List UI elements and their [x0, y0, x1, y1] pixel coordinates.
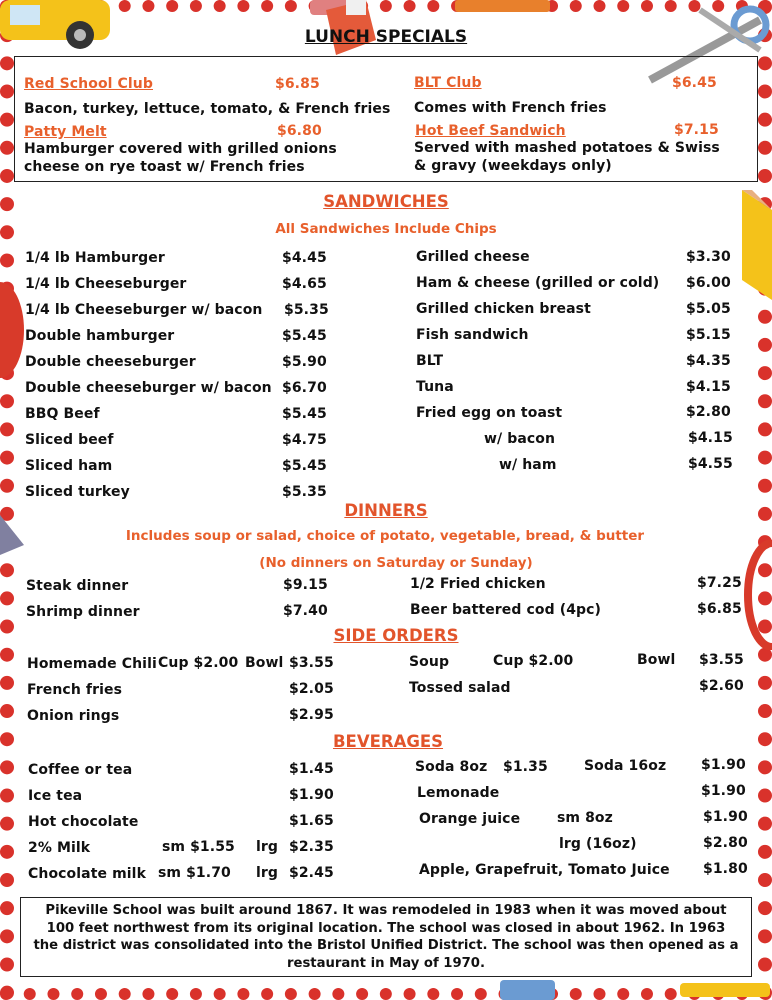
menu-item-size-price: sm $1.70 — [158, 865, 231, 881]
lunch-item-name: Patty Melt — [24, 124, 107, 140]
menu-item-price: $2.80 — [686, 404, 731, 420]
crayon-bottom-icon — [500, 975, 560, 1000]
menu-item-price: $4.45 — [282, 250, 327, 266]
menu-item-price: $1.90 — [703, 809, 748, 825]
menu-item-size-label: lrg — [256, 865, 279, 881]
menu-item-price: $1.90 — [701, 757, 746, 773]
history-line: restaurant in May of 1970. — [287, 955, 485, 971]
menu-item-price: $3.55 — [699, 652, 744, 668]
menu-item-name: Grilled cheese — [416, 249, 530, 265]
menu-item-price: $1.90 — [701, 783, 746, 799]
lunch-specials-title: LUNCH SPECIALS — [304, 27, 468, 47]
menu-item-name: Double hamburger — [25, 328, 175, 344]
menu-item-name: Steak dinner — [26, 578, 129, 594]
menu-item-price: $3.30 — [686, 249, 731, 265]
menu-item-name: Fried egg on toast — [416, 405, 563, 421]
menu-item-size-label: Bowl — [245, 655, 284, 671]
lunch-item-price: $6.45 — [672, 75, 717, 91]
menu-item-size-price: Cup $2.00 — [493, 653, 574, 669]
menu-item-price: $6.00 — [686, 275, 731, 291]
menu-item-size-label: Bowl — [637, 652, 676, 668]
menu-item-name: Grilled chicken breast — [416, 301, 591, 317]
menu-item-price: $2.95 — [289, 707, 334, 723]
menu-item-price: $5.05 — [686, 301, 731, 317]
menu-item-size-price: Cup $2.00 — [158, 655, 239, 671]
sandwiches-subtitle: All Sandwiches Include Chips — [275, 221, 497, 237]
menu-item-size-label: Soda 16oz — [584, 758, 667, 774]
menu-item-name: Soda 8oz — [415, 759, 488, 775]
menu-item-name: Apple, Grapefruit, Tomato Juice — [419, 862, 670, 878]
lunch-item-desc: & gravy (weekdays only) — [414, 158, 612, 174]
menu-item-name: Hot chocolate — [28, 814, 139, 830]
menu-item-price: $1.90 — [289, 787, 334, 803]
menu-item-price: $3.55 — [289, 655, 334, 671]
menu-item-price: $6.70 — [282, 380, 327, 396]
menu-item-price: $5.15 — [686, 327, 731, 343]
menu-item-name: Shrimp dinner — [26, 604, 140, 620]
menu-item-name: Soup — [409, 654, 450, 670]
menu-item-size-price: sm $1.55 — [162, 839, 235, 855]
menu-item-price: $2.35 — [289, 839, 334, 855]
menu-item-price: $5.45 — [282, 328, 327, 344]
menu-item-size-label: lrg — [256, 839, 279, 855]
menu-item-price: $1.65 — [289, 813, 334, 829]
menu-item-price: $1.45 — [289, 761, 334, 777]
menu-item-name: Double cheeseburger w/ bacon — [25, 380, 272, 396]
side-orders-heading: SIDE ORDERS — [333, 626, 459, 645]
menu-item-name: Lemonade — [417, 785, 500, 801]
menu-item-name: French fries — [27, 682, 122, 698]
menu-item-price: $2.80 — [703, 835, 748, 851]
menu-item-name: w/ ham — [499, 457, 557, 473]
menu-item-size-label: lrg (16oz) — [559, 836, 637, 852]
lunch-item-price: $7.15 — [674, 122, 719, 138]
menu-item-price: $5.45 — [282, 458, 327, 474]
menu-item-price: $1.80 — [703, 861, 748, 877]
menu-item-price: $2.60 — [699, 678, 744, 694]
history-line: the district was consolidated into the Bristol Unified District. The school was then opened as a — [33, 938, 739, 953]
apple-icon — [0, 280, 24, 380]
menu-item-price: $4.65 — [282, 276, 327, 292]
menu-item-price: $4.55 — [688, 456, 733, 472]
menu-item-name: 1/4 lb Cheeseburger — [25, 276, 187, 292]
dinners-note: (No dinners on Saturday or Sunday) — [259, 555, 533, 571]
menu-item-price: $5.90 — [282, 354, 327, 370]
lunch-item-desc: Hamburger covered with grilled onions — [24, 141, 337, 157]
menu-item-name: Sliced turkey — [25, 484, 130, 500]
history-line: Pikeville School was built around 1867. It was remodeled in 1983 when it was moved about — [45, 903, 727, 918]
history-line: 100 feet northwest from its original location. The school was closed in about 1962. In 1963 — [46, 920, 726, 936]
menu-item-name: Homemade Chili — [27, 656, 157, 672]
menu-item-name: Sliced ham — [25, 458, 113, 474]
menu-item-price: $5.45 — [282, 406, 327, 422]
lunch-item-name: Red School Club — [24, 76, 153, 92]
menu-item-price: $5.35 — [282, 484, 327, 500]
menu-item-name: 1/4 lb Hamburger — [25, 250, 165, 266]
menu-item-price: $2.05 — [289, 681, 334, 697]
dinners-heading: DINNERS — [344, 501, 428, 520]
menu-item-size-label: sm 8oz — [557, 810, 613, 826]
sandwiches-heading: SANDWICHES — [323, 192, 449, 211]
menu-item-price: $4.15 — [688, 430, 733, 446]
menu-item-name: Ham & cheese (grilled or cold) — [416, 275, 660, 291]
menu-item-name: Tossed salad — [409, 680, 511, 696]
menu-item-price: $5.35 — [284, 302, 329, 318]
menu-item-price: $7.40 — [283, 603, 328, 619]
crayon-icon — [455, 0, 555, 16]
menu-item-price: $4.75 — [282, 432, 327, 448]
menu-item-name: Onion rings — [27, 708, 120, 724]
menu-item-name: Sliced beef — [25, 432, 114, 448]
menu-item-price: $4.35 — [686, 353, 731, 369]
menu-item-name: 1/2 Fried chicken — [410, 576, 546, 592]
menu-item-name: w/ bacon — [484, 431, 556, 447]
menu-item-name: Ice tea — [28, 788, 83, 804]
menu-item-name: 2% Milk — [28, 840, 91, 856]
history-note — [22, 902, 750, 972]
menu-item-price: $6.85 — [697, 601, 742, 617]
menu-item-size-price: $1.35 — [503, 759, 548, 775]
menu-item-name: Fish sandwich — [416, 327, 529, 343]
menu-item-name: Double cheeseburger — [25, 354, 196, 370]
lunch-item-desc: Bacon, turkey, lettuce, tomato, & French fries — [24, 101, 391, 117]
menu-item-price: $2.45 — [289, 865, 334, 881]
menu-item-price: $9.15 — [283, 577, 328, 593]
menu-item-name: Chocolate milk — [28, 866, 146, 882]
crayon-bottom-right-icon — [680, 980, 772, 1000]
lunch-item-desc: Comes with French fries — [414, 100, 607, 116]
lunch-item-desc: Served with mashed potatoes & Swiss — [414, 140, 720, 156]
dinners-subtitle: Includes soup or salad, choice of potato, vegetable, bread, & butter — [125, 528, 645, 544]
lunch-item-price: $6.80 — [277, 123, 322, 139]
menu-item-name: BBQ Beef — [25, 406, 100, 422]
menu-item-name: BLT — [416, 353, 444, 369]
lunch-item-price: $6.85 — [275, 76, 320, 92]
lunch-item-name: BLT Club — [414, 75, 482, 91]
menu-item-name: Coffee or tea — [28, 762, 133, 778]
beverages-heading: BEVERAGES — [332, 732, 444, 751]
menu-item-price: $7.25 — [697, 575, 742, 591]
menu-item-price: $4.15 — [686, 379, 731, 395]
lunch-item-name: Hot Beef Sandwich — [415, 123, 566, 139]
lunch-item-desc: cheese on rye toast w/ French fries — [24, 159, 305, 175]
menu-item-name: Tuna — [416, 379, 454, 395]
menu-item-name: 1/4 lb Cheeseburger w/ bacon — [25, 302, 263, 318]
menu-item-name: Orange juice — [419, 811, 521, 827]
menu-item-name: Beer battered cod (4pc) — [410, 602, 602, 618]
